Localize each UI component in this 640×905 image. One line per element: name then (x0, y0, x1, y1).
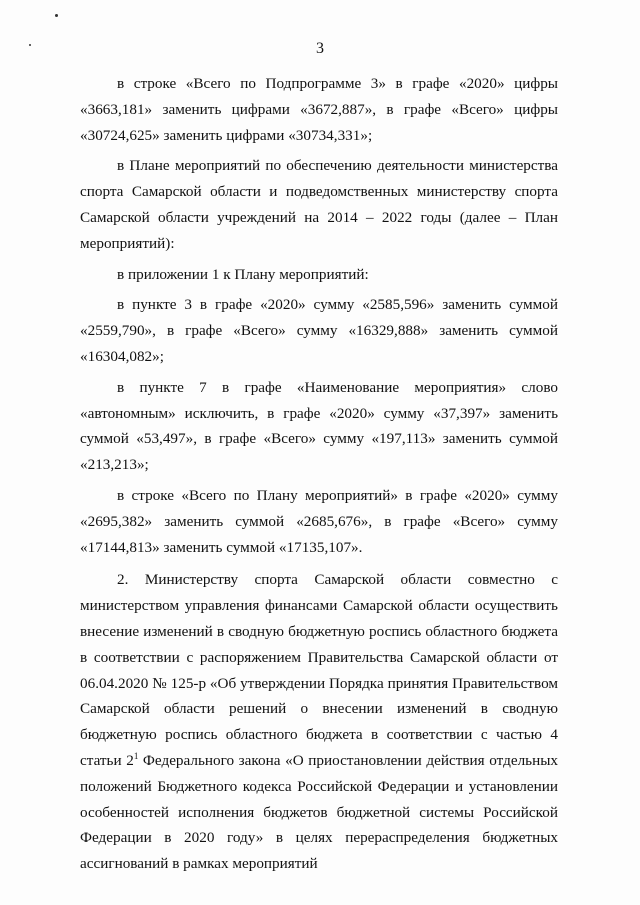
section-2-text-end: Федерального закона «О приостановлении действия отдельных положений Бюджетного кодекса Российской Федерации и установлении особенностей исполнения бюджетов бюджетной системы Российской Федерации в 2020 году» в целях перераспределения бюджетных ассигнований в рамках мероприятий (80, 751, 558, 873)
scan-speck (55, 14, 58, 17)
paragraph-plan-intro: в Плане мероприятий по обеспечению деятельности министерства спорта Самарской области и подведомственных министерству спорта Самарской области учреждений на 2014 – 2022 годы (далее – План мероприятий): (80, 157, 558, 252)
page-number: 3 (316, 40, 324, 57)
paragraph-item-3: в пункте 3 в графе «2020» сумму «2585,596» заменить суммой «2559,790», в графе «Всего» сумму «16329,888» заменить суммой «16304,082»; (80, 296, 558, 365)
article-superscript: 1 (133, 750, 139, 761)
paragraph-total-plan: в строке «Всего по Плану мероприятий» в графе «2020» сумму «2695,382» заменить суммой «2685,676», в графе «Всего» сумму «17144,813» заменить суммой «17135,107». (80, 486, 558, 556)
paragraph-item-7: в пункте 7 в графе «Наименование мероприятия» слово «автономным» исключить, в графе «2020» сумму «37,397» заменить суммой «53,497», в графе «Всего» сумму «197,113» заменить суммой «213,213»; (80, 378, 558, 474)
paragraph-total-subprogram: в строке «Всего по Подпрограмме 3» в графе «2020» цифры «3663,181» заменить цифрами «3672,887», в графе «Всего» цифры «30724,625» заменить цифрами «30734,331»; (80, 75, 558, 144)
document-body (80, 71, 558, 877)
paragraph-appendix-1: в приложении 1 к Плану мероприятий: (117, 265, 369, 283)
paragraph-section-2 (80, 567, 558, 877)
section-2-text-start: 2. Министерству спорта Самарской области совместно с министерством управления финансами Самарской области осуществить внесение изменений в сводную бюджетную роспись областного бюджета в соответствии с распоряжением Правительства Самарской области от 06.04.2020 № 125-р «Об утверждении Порядка принятия Правительством Самарской области решений о внесении изменений в сводную бюджетную роспись областного бюджета в соответствии с частью 4 статьи 2 (80, 571, 558, 769)
